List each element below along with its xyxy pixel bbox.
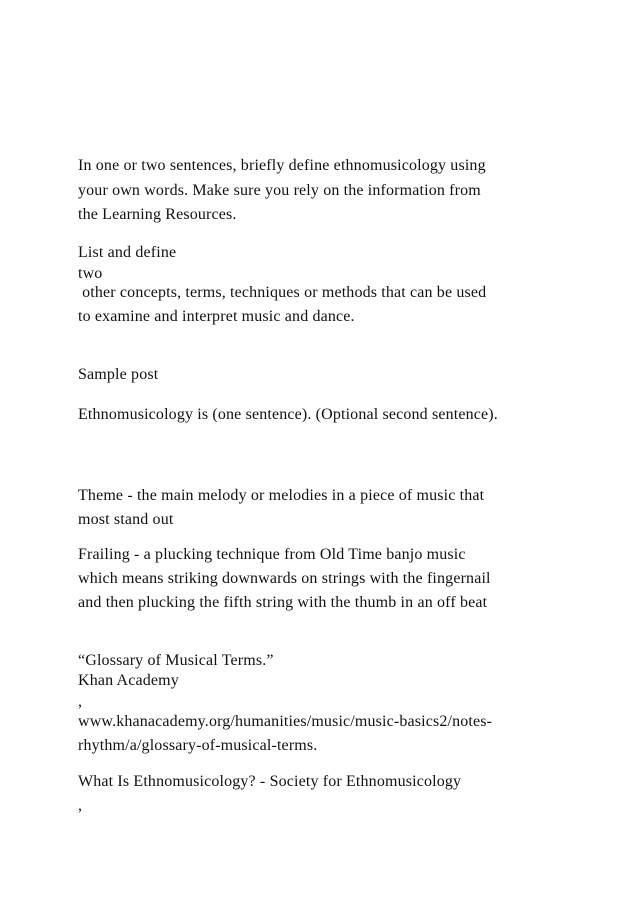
citation-1-source: Khan Academy: [78, 672, 179, 689]
instruction-line-2: two: [78, 265, 103, 282]
citation-1-comma: ,: [78, 693, 83, 710]
citation-2-title: What Is Ethnomusicology? - Society for Ethnomusicology: [78, 773, 462, 790]
sample-post-heading: Sample post: [78, 366, 159, 383]
instruction-line-1: List and define: [78, 244, 177, 261]
instruction-line-3: other concepts, terms, techniques or methods that can be used: [78, 284, 487, 301]
citation-1-url-line-1: www.khanacademy.org/humanities/music/music-basics2/notes-: [78, 713, 493, 730]
citation-1-url-line-2: rhythm/a/glossary-of-musical-terms.: [78, 737, 318, 754]
frailing-line-1: Frailing - a plucking technique from Old Time banjo music: [78, 546, 466, 563]
prompt-line-3: the Learning Resources.: [78, 206, 237, 223]
theme-line-2: most stand out: [78, 511, 174, 528]
prompt-line-2: your own words. Make sure you rely on the information from: [78, 182, 481, 199]
frailing-line-2: which means striking downwards on strings with the fingernail: [78, 570, 491, 587]
citation-1-title: “Glossary of Musical Terms.”: [78, 652, 274, 669]
citation-2-comma: ,: [78, 797, 83, 814]
instruction-line-4: to examine and interpret music and dance.: [78, 308, 355, 325]
theme-line-1: Theme - the main melody or melodies in a piece of music that: [78, 487, 485, 504]
sample-sentence: Ethnomusicology is (one sentence). (Optional second sentence).: [78, 406, 498, 423]
frailing-line-3: and then plucking the fifth string with the thumb in an off beat: [78, 594, 488, 611]
prompt-line-1: In one or two sentences, briefly define ethnomusicology using: [78, 157, 486, 174]
